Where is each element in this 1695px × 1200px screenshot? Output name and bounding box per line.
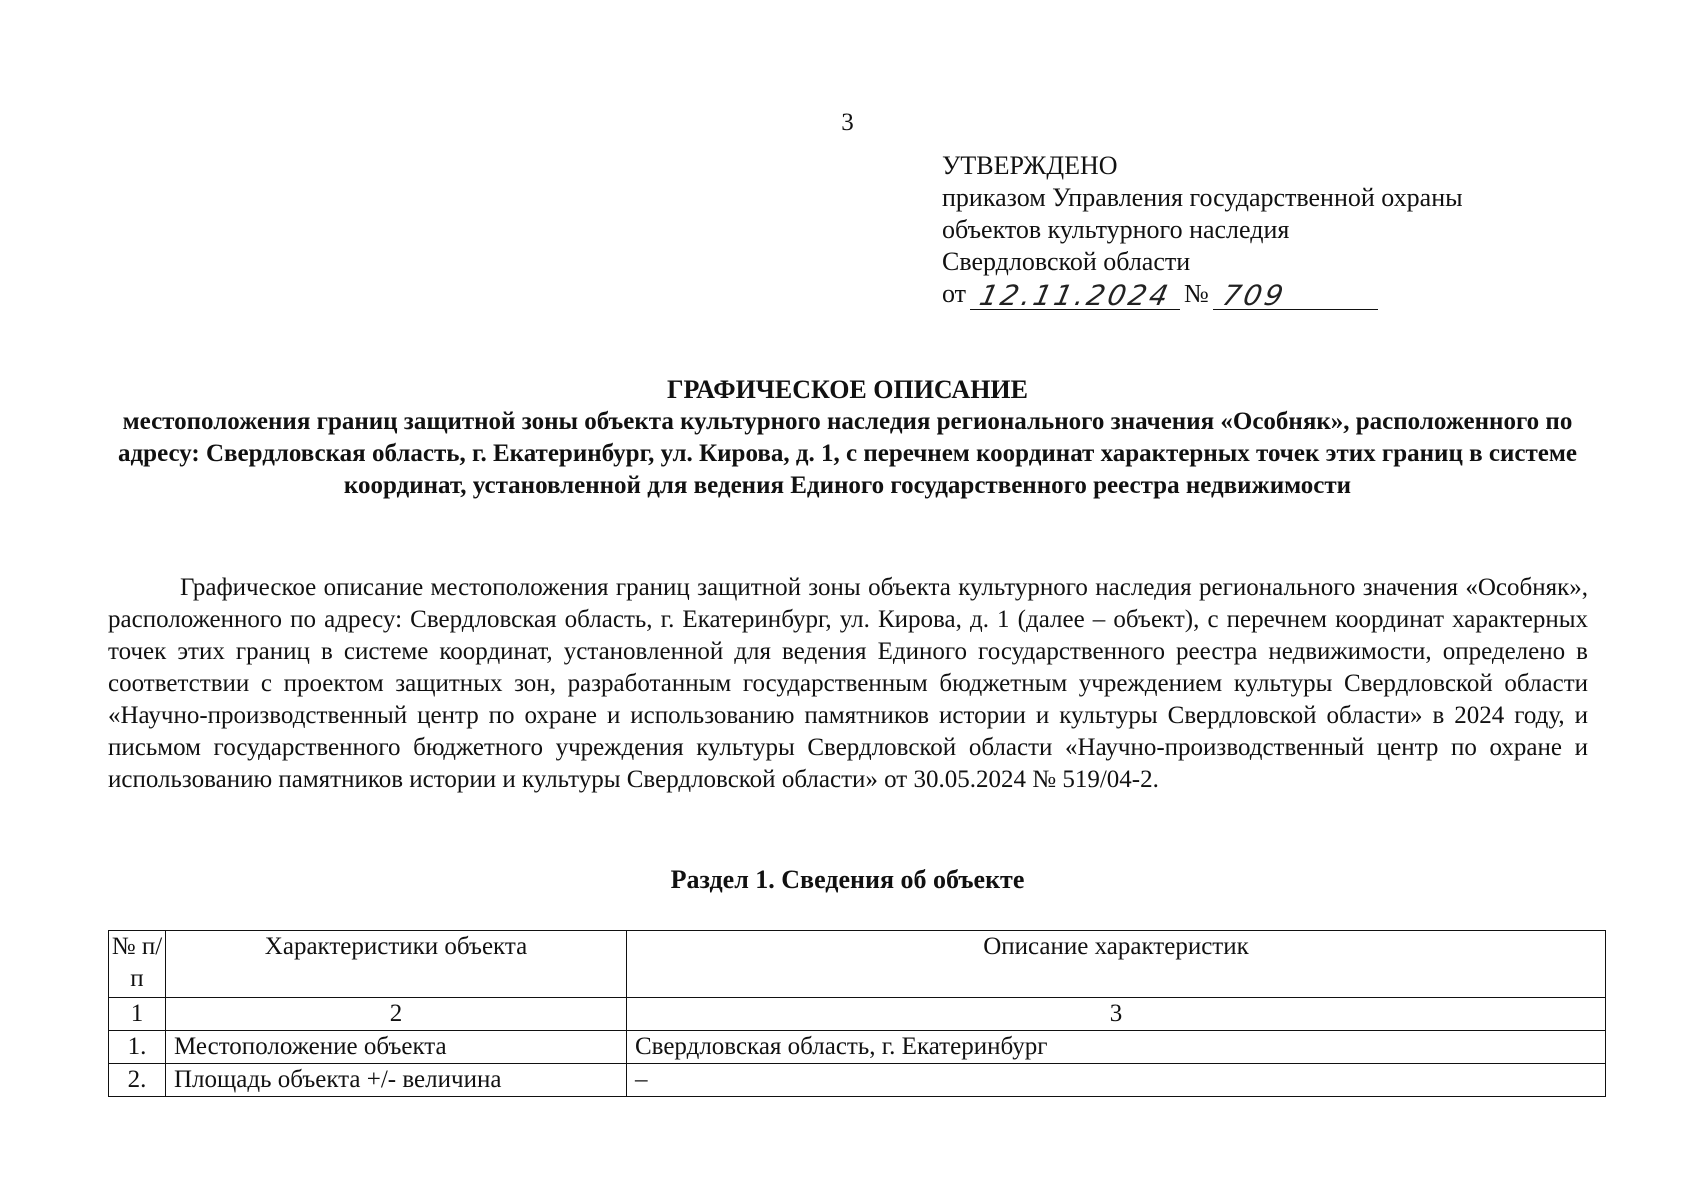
approval-line-2: объектов культурного наследия	[942, 215, 1290, 244]
approval-line-1: приказом Управления государственной охраны	[942, 183, 1463, 212]
number-field	[1213, 281, 1378, 310]
number-label: №	[1184, 279, 1209, 308]
table-cell: Свердловская область, г. Екатеринбург	[627, 1031, 1606, 1064]
table-index-cell: 3	[627, 998, 1606, 1031]
document-subtitle: местоположения границ защитной зоны объекта культурного наследия регионального значения «Особняк», расположенного по адресу: Свердловская область, г. Екатеринбург, ул. Кирова, д. 1, с перечнем координат характерных точек этих границ в системе координат, установленной для ведения Единого государственного реестра недвижимости	[118, 408, 1577, 499]
table-cell: –	[627, 1064, 1606, 1097]
approval-stamp	[942, 150, 1463, 310]
title-block	[0, 374, 1695, 502]
table-cell: Площадь объекта +/- величина	[166, 1064, 627, 1097]
table-header-cell: Описание характеристик	[627, 931, 1606, 998]
approval-date-row	[942, 278, 1463, 310]
approval-line-3: Свердловской области	[942, 247, 1191, 276]
table-header-cell: Характеристики объекта	[166, 931, 627, 998]
table-row	[109, 1031, 1606, 1064]
document-title: ГРАФИЧЕСКОЕ ОПИСАНИЕ	[667, 375, 1028, 404]
table-cell: 1.	[109, 1031, 166, 1064]
table-header-row	[109, 931, 1606, 998]
date-field	[970, 281, 1180, 310]
section-heading: Раздел 1. Сведения об объекте	[670, 865, 1025, 894]
handwritten-date: 12.11.2024	[976, 279, 1174, 312]
table-row	[109, 1064, 1606, 1097]
table-index-row	[109, 998, 1606, 1031]
page-number: 3	[841, 109, 854, 136]
handwritten-number: 709	[1219, 279, 1289, 312]
body-paragraph: Графическое описание местоположения границ защитной зоны объекта культурного наследия регионального значения «Особняк», расположенного по адресу: Свердловская область, г. Екатеринбург, ул. Кирова, д. 1 (далее – объект), с перечнем координат характерных точек этих границ в системе координат, установленной для ведения Единого государственного реестра недвижимости, определено в соответствии с проектом защитных зон, разработанным государственным бюджетным учреждением культуры Свердловской области «Научно-производственный центр по охране и использованию памятников истории и культуры Свердловской области» в 2024 году, и письмом государственного бюджетного учреждения культуры Свердловской области «Научно-производственный центр по охране и использованию памятников истории и культуры Свердловской области» от 30.05.2024 № 519/04-2.	[108, 574, 1588, 793]
table-cell: 2.	[109, 1064, 166, 1097]
table-index-cell: 2	[166, 998, 627, 1031]
table-header-cell: № п/п	[109, 931, 166, 998]
table-cell: Местоположение объекта	[166, 1031, 627, 1064]
object-info-table	[108, 930, 1606, 1097]
table-index-cell: 1	[109, 998, 166, 1031]
approval-heading: УТВЕРЖДЕНО	[942, 151, 1118, 180]
from-label: от	[942, 279, 967, 308]
